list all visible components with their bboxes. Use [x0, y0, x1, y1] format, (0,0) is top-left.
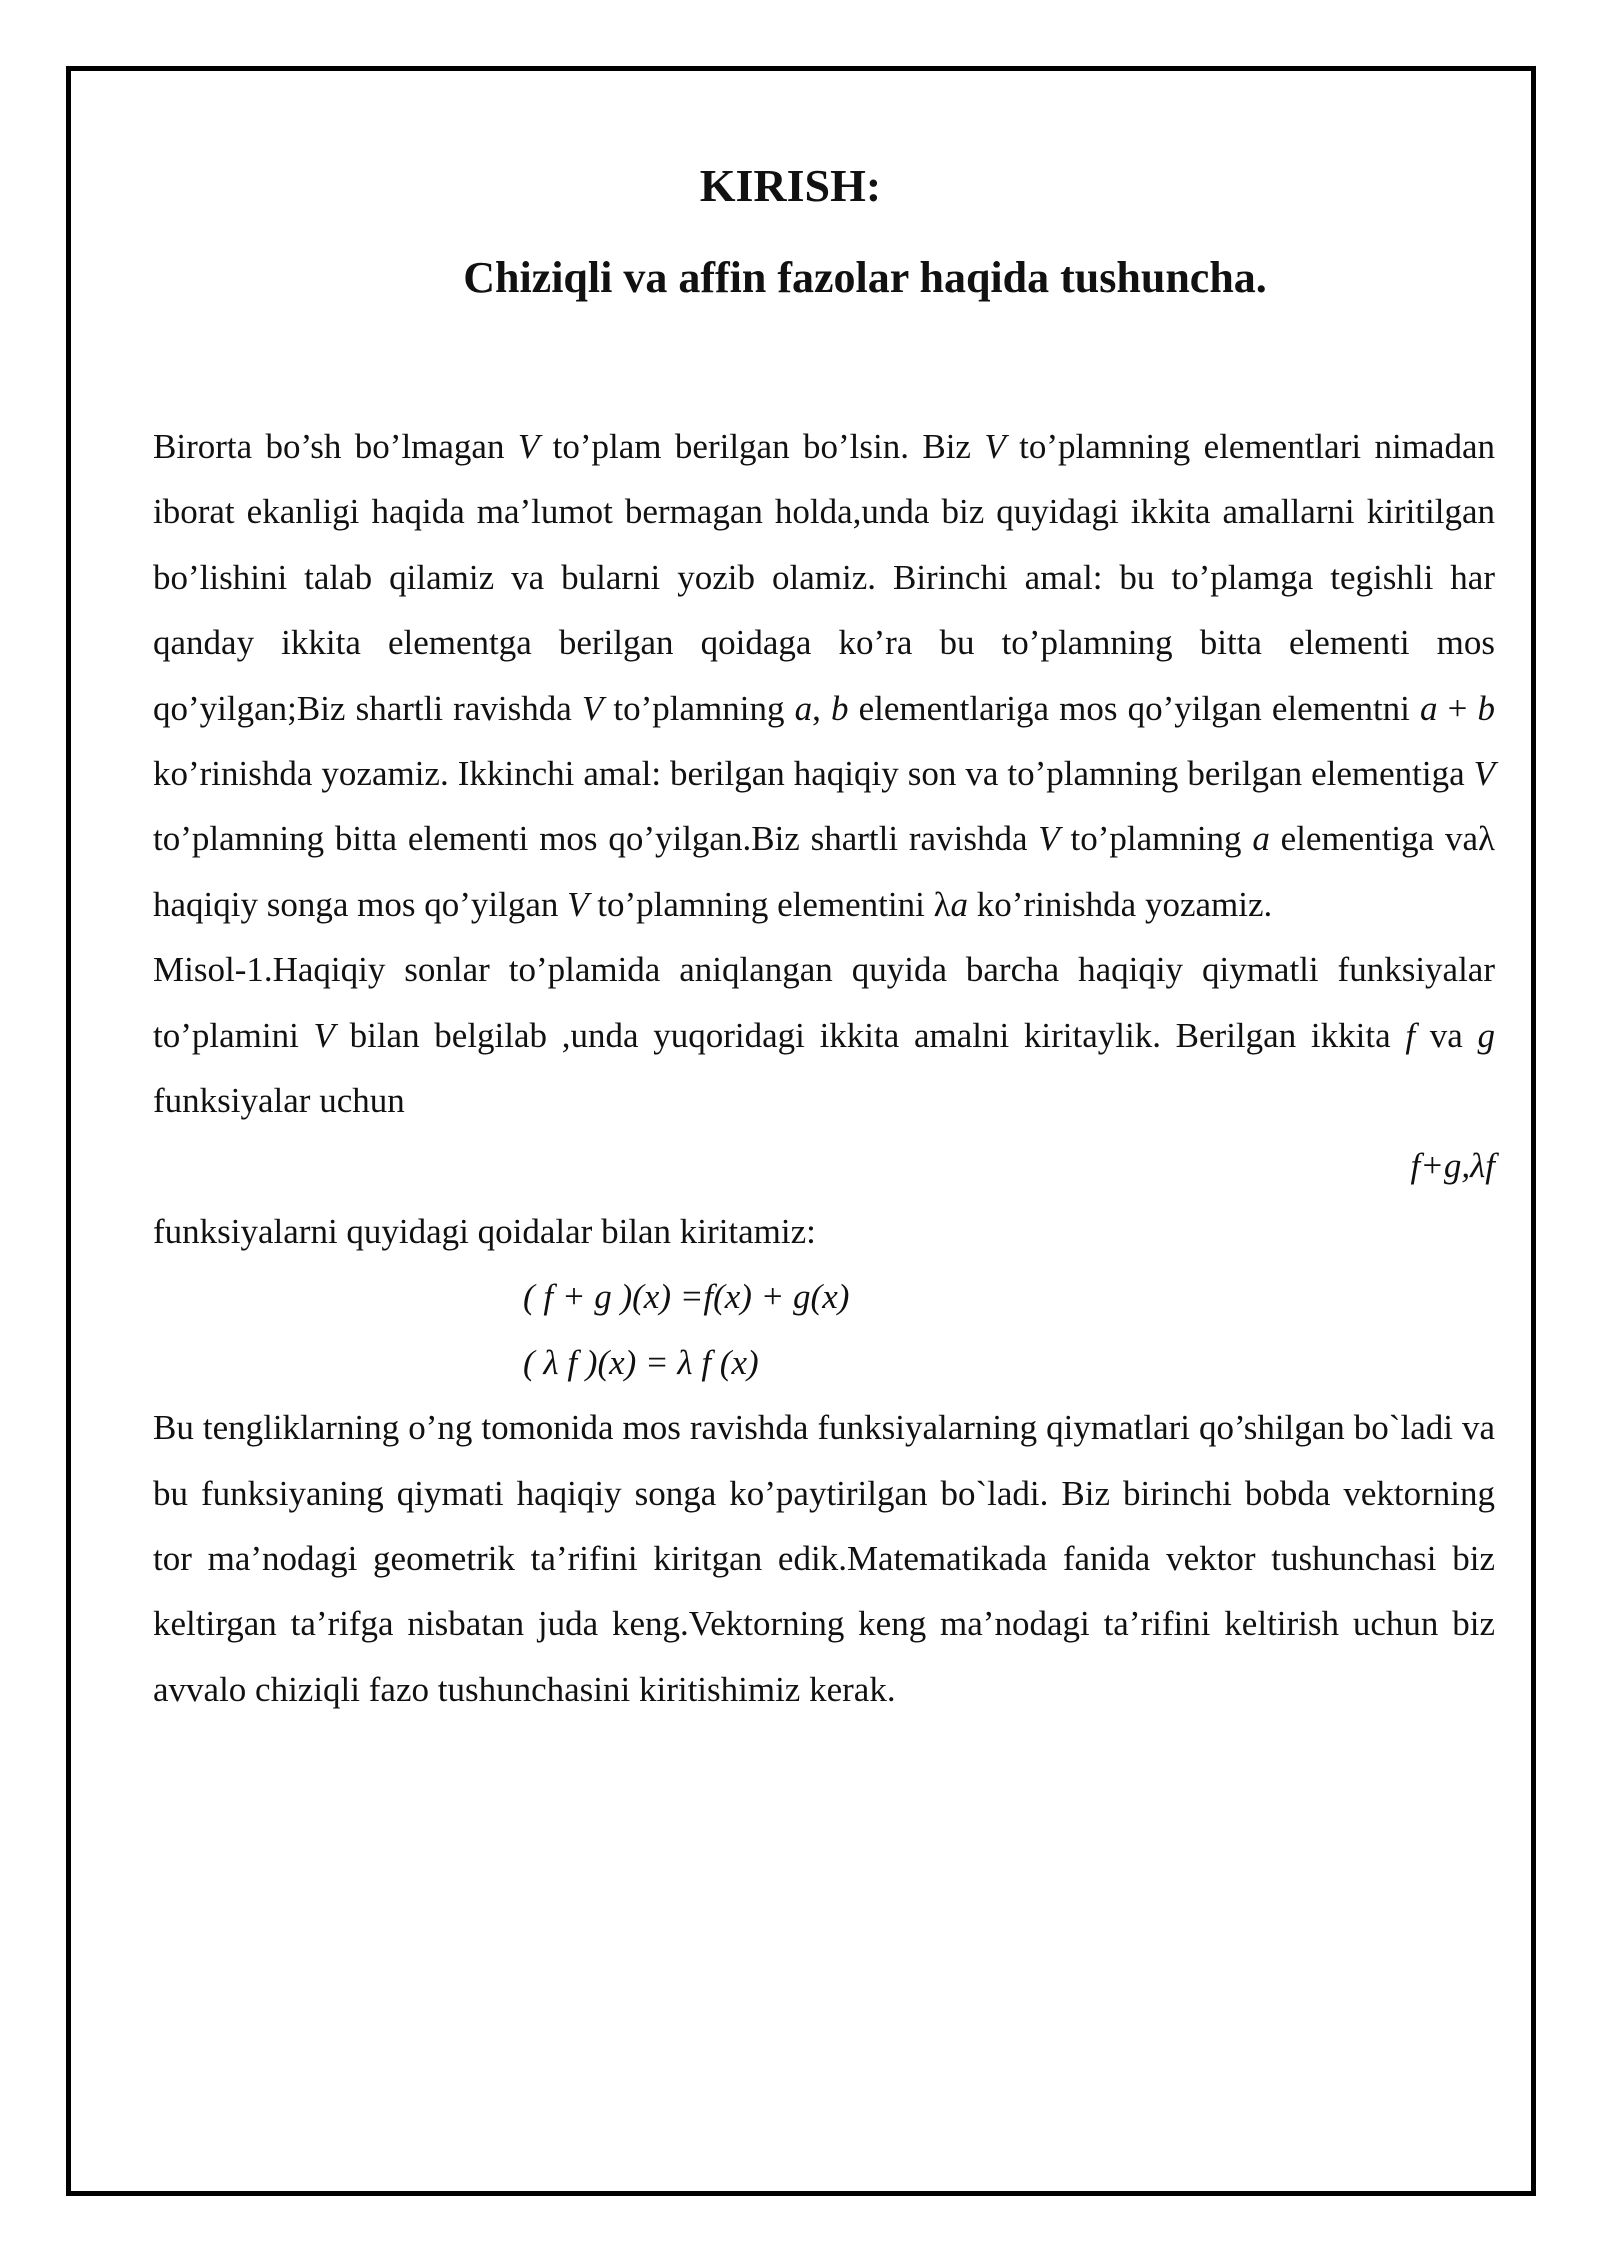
- math-expression: f+g,λf: [1410, 1146, 1495, 1186]
- text-run: to’plamning elementlari nimadan iborat ekanligi haqida ma’lumot bermagan holda,unda biz quyidagi ikkita amallarni kiritilgan bo’lishini talab qilamiz va bularni yozib olamiz. Birinchi amal: bu to’plamga tegishli har qanday ikkita elementga berilgan qoidaga ko’ra bu to’plamning bitta elementi mos qo’yilgan;Biz shartli ravishda: [153, 427, 1495, 728]
- text-run: to’plamning: [603, 688, 795, 728]
- paragraph-intro: [153, 414, 1495, 937]
- math-symbol: V: [567, 884, 589, 924]
- text-run: +: [1437, 688, 1478, 728]
- text-run: Birorta bo’sh bo’lmagan: [153, 427, 518, 466]
- text-run: funksiyalar uchun: [153, 1081, 405, 1121]
- page-subtitle: Chiziqli va affin fazolar haqida tushuncha.: [463, 253, 1267, 302]
- math-symbol: V: [1038, 819, 1060, 859]
- formula-sum: ( f + g )(x) =f(x) + g(x): [523, 1277, 850, 1317]
- expression-right: [153, 1133, 1495, 1198]
- page-title: KIRISH:: [699, 160, 882, 211]
- text-run: to’plamning bitta elementi mos qo’yilgan.Biz shartli ravishda: [153, 819, 1039, 859]
- math-symbol: f: [1405, 1015, 1416, 1055]
- math-symbol: a: [1252, 819, 1270, 859]
- math-symbol: V: [517, 427, 540, 466]
- text-run: elementlariga mos qo’yilgan elementni: [848, 688, 1421, 728]
- paragraph-rules: funksiyalarni quyidagi qoidalar bilan kiritamiz:: [153, 1211, 816, 1251]
- text-run: to’plam berilgan bo’lsin. Biz: [539, 427, 985, 466]
- math-symbol: b: [830, 688, 849, 728]
- math-symbol: g: [1477, 1015, 1495, 1055]
- text-run: ko’rinishda yozamiz.: [968, 884, 1273, 924]
- math-symbol: b: [1477, 688, 1495, 728]
- math-symbol: a: [794, 688, 813, 728]
- math-symbol: V: [313, 1015, 335, 1055]
- text-run: va: [1415, 1015, 1478, 1055]
- math-symbol: V: [984, 427, 1006, 466]
- text-run: Misol-1.Haqiqiy sonlar to’plamida aniqlangan quyida barcha haqiqiy qiymatli funksiyalar to’plamini: [153, 950, 1495, 1055]
- text-run: to’plamning: [1059, 819, 1253, 859]
- text-run: to’plamning elementini λ: [588, 884, 951, 924]
- paragraph-conclusion: Bu tengliklarning o’ng tomonida mos ravishda funksiyalarning qiymatlari qo’shilgan bo`ladi va bu funksiyaning qiymati haqiqiy songa ko’paytirilgan bo`ladi. Biz birinchi bobda vektorning tor ma’nodagi geometrik ta’rifini kiritgan edik.Matematikada fanida vektor tushunchasi biz keltirgan ta’rifga nisbatan juda keng.Vektorning keng ma’nodagi ta’rifini keltirish uchun biz avvalo chiziqli fazo tushunchasini kiritishimiz kerak.: [153, 1408, 1495, 1709]
- text-run: ,: [812, 688, 831, 728]
- math-symbol: a: [950, 884, 969, 924]
- text-run: bilan belgilab ,unda yuqoridagi ikkita amalni kiritaylik. Berilgan ikkita: [334, 1015, 1406, 1055]
- text-run: ko’rinishda yozamiz. Ikkinchi amal: berilgan haqiqiy son va to’plamning berilgan elementiga: [153, 754, 1474, 794]
- math-symbol: a: [1420, 688, 1438, 728]
- math-symbol: V: [581, 688, 604, 728]
- text-run: elementiga vaλ haqiqiy songa mos qo’yilgan: [153, 819, 1495, 924]
- formula-scalar: ( λ f )(x) = λ f (x): [523, 1342, 759, 1382]
- math-symbol: V: [1473, 754, 1495, 794]
- paragraph-example: [153, 937, 1495, 1133]
- document-body: [153, 414, 1495, 1722]
